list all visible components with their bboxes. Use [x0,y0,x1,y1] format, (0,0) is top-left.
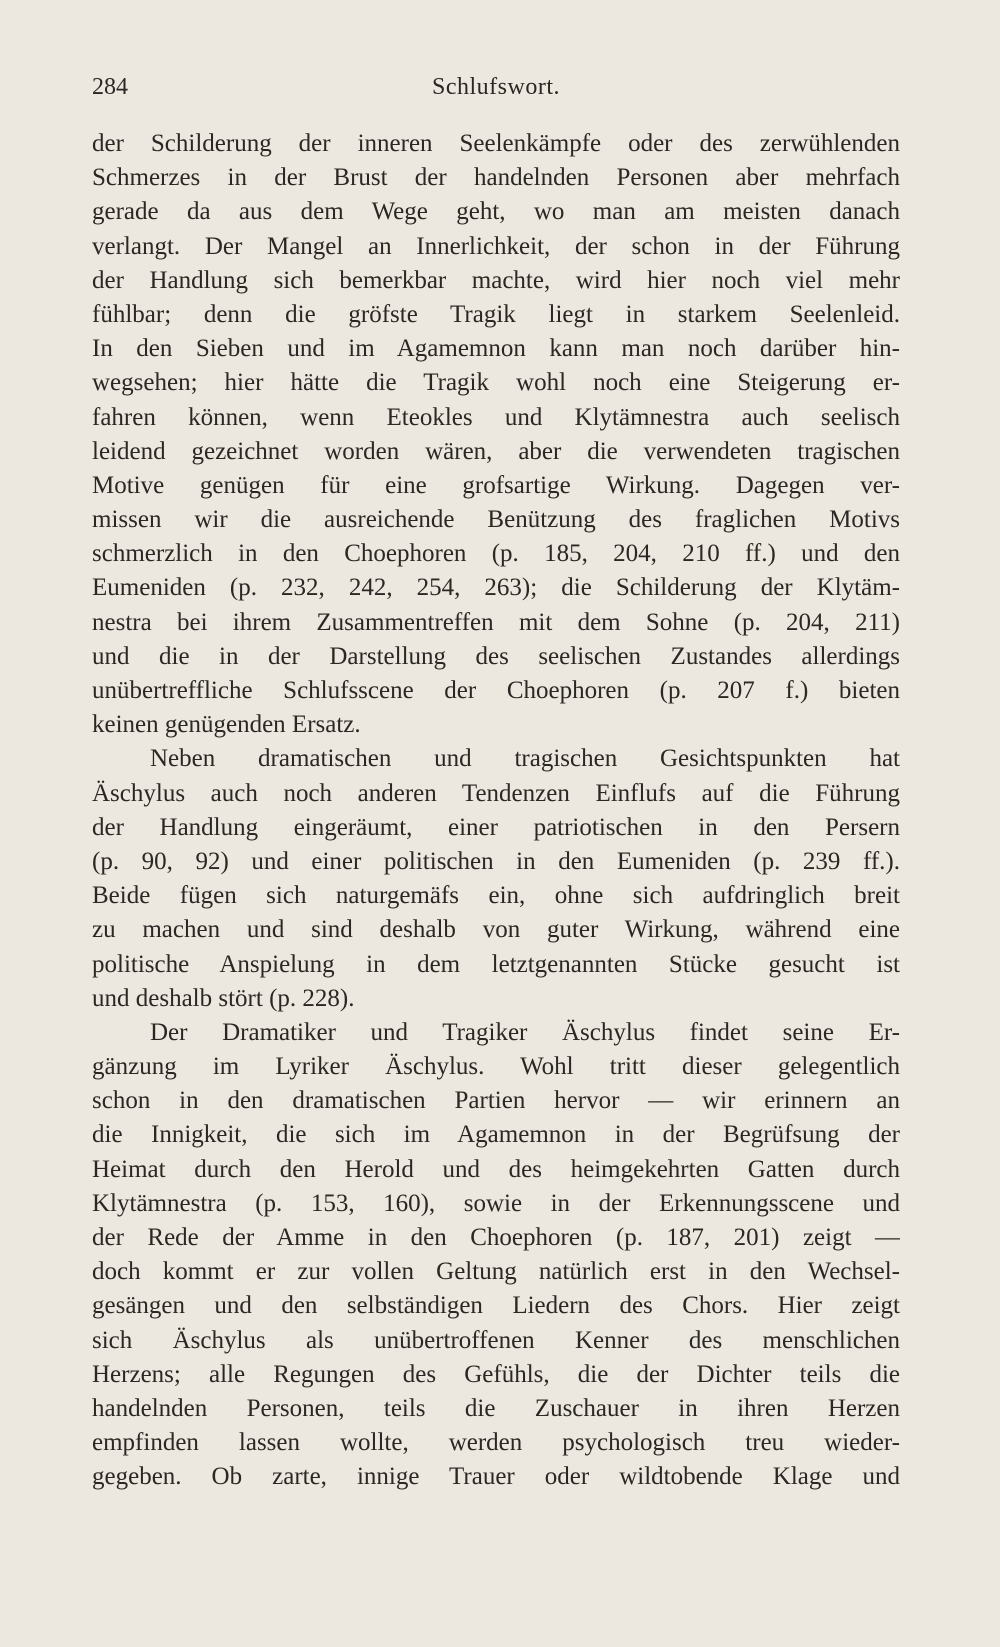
text-line: empfinden lassen wollte, werden psychologisch treu wieder- [92,1429,900,1457]
text-line: der Handlung sich bemerkbar machte, wird hier noch viel mehr [92,266,900,294]
text-line: Beide fügen sich naturgemäfs ein, ohne sich aufdringlich breit [92,882,900,910]
text-line: Der Dramatiker und Tragiker Äschylus findet seine Er- [150,1018,900,1046]
text-line: gerade da aus dem Wege geht, wo man am meisten danach [92,198,900,226]
text-line: gänzung im Lyriker Äschylus. Wohl tritt dieser gelegentlich [92,1053,900,1081]
text-line: doch kommt er zur vollen Geltung natürlich erst in den Wechsel- [92,1258,900,1286]
text-line: wegsehen; hier hätte die Tragik wohl noch eine Steigerung er- [92,369,900,397]
paragraph [92,127,900,742]
text-line: verlangt. Der Mangel an Innerlichkeit, der schon in der Führung [92,232,900,260]
text-line: Klytämnestra (p. 153, 160), sowie in der Erkennungsscene und [92,1189,900,1217]
text-line: leidend gezeichnet worden wären, aber die verwendeten tragischen [92,437,900,465]
text-line: fühlbar; denn die gröfste Tragik liegt in starkem Seelenleid. [92,300,900,328]
text-line: missen wir die ausreichende Benützung des fraglichen Motivs [92,506,900,534]
text-line: schon in den dramatischen Partien hervor — wir erinnern an [92,1087,900,1115]
page-header [92,70,900,110]
text-line: In den Sieben und im Agamemnon kann man noch darüber hin- [92,335,900,363]
body-text [92,127,900,1495]
text-line: fahren können, wenn Eteokles und Klytämnestra auch seelisch [92,403,900,431]
running-title: Schlufswort. [432,74,560,100]
text-line: der Handlung eingeräumt, einer patriotischen in den Persern [92,813,900,841]
text-line: Schmerzes in der Brust der handelnden Personen aber mehrfach [92,164,900,192]
page-number: 284 [92,74,128,100]
text-line: Motive genügen für eine grofsartige Wirkung. Dagegen ver- [92,471,900,499]
text-line: unübertreffliche Schlufsscene der Choephoren (p. 207 f.) bieten [92,677,900,704]
paragraph [92,1016,900,1495]
text-line: Neben dramatischen und tragischen Gesichtspunkten hat [150,745,900,773]
text-line: der Schilderung der inneren Seelenkämpfe oder des zerwühlenden [92,130,900,157]
text-line: sich Äschylus als unübertroffenen Kenner des menschlichen [92,1326,900,1354]
text-line: schmerzlich in den Choephoren (p. 185, 204, 210 ff.) und den [92,540,900,568]
text-line: Herzens; alle Regungen des Gefühls, die der Dichter teils die [92,1360,900,1388]
text-line: keinen genügenden Ersatz. [92,711,361,739]
text-line: (p. 90, 92) und einer politischen in den Eumeniden (p. 239 ff.). [92,847,900,875]
text-line: gegeben. Ob zarte, innige Trauer oder wildtobende Klage und [92,1463,900,1491]
text-line: handelnden Personen, teils die Zuschauer in ihren Herzen [92,1394,900,1422]
text-line: Eumeniden (p. 232, 242, 254, 263); die Schilderung der Klytäm- [92,574,900,602]
text-line: die Innigkeit, die sich im Agamemnon in der Begrüfsung der [92,1121,900,1149]
text-line: nestra bei ihrem Zusammentreffen mit dem Sohne (p. 204, 211) [92,608,900,636]
text-line: und die in der Darstellung des seelischen Zustandes allerdings [92,642,900,670]
paragraph [92,742,900,1016]
text-line: gesängen und den selbständigen Liedern des Chors. Hier zeigt [92,1292,900,1320]
text-line: politische Anspielung in dem letztgenannten Stücke gesucht ist [92,950,900,978]
text-line: Heimat durch den Herold und des heimgekehrten Gatten durch [92,1155,900,1183]
text-line: und deshalb stört (p. 228). [92,984,355,1012]
text-line: der Rede der Amme in den Choephoren (p. 187, 201) zeigt — [92,1224,900,1251]
text-line: Äschylus auch noch anderen Tendenzen Einflufs auf die Führung [92,779,900,807]
text-line: zu machen und sind deshalb von guter Wirkung, während eine [92,916,900,944]
